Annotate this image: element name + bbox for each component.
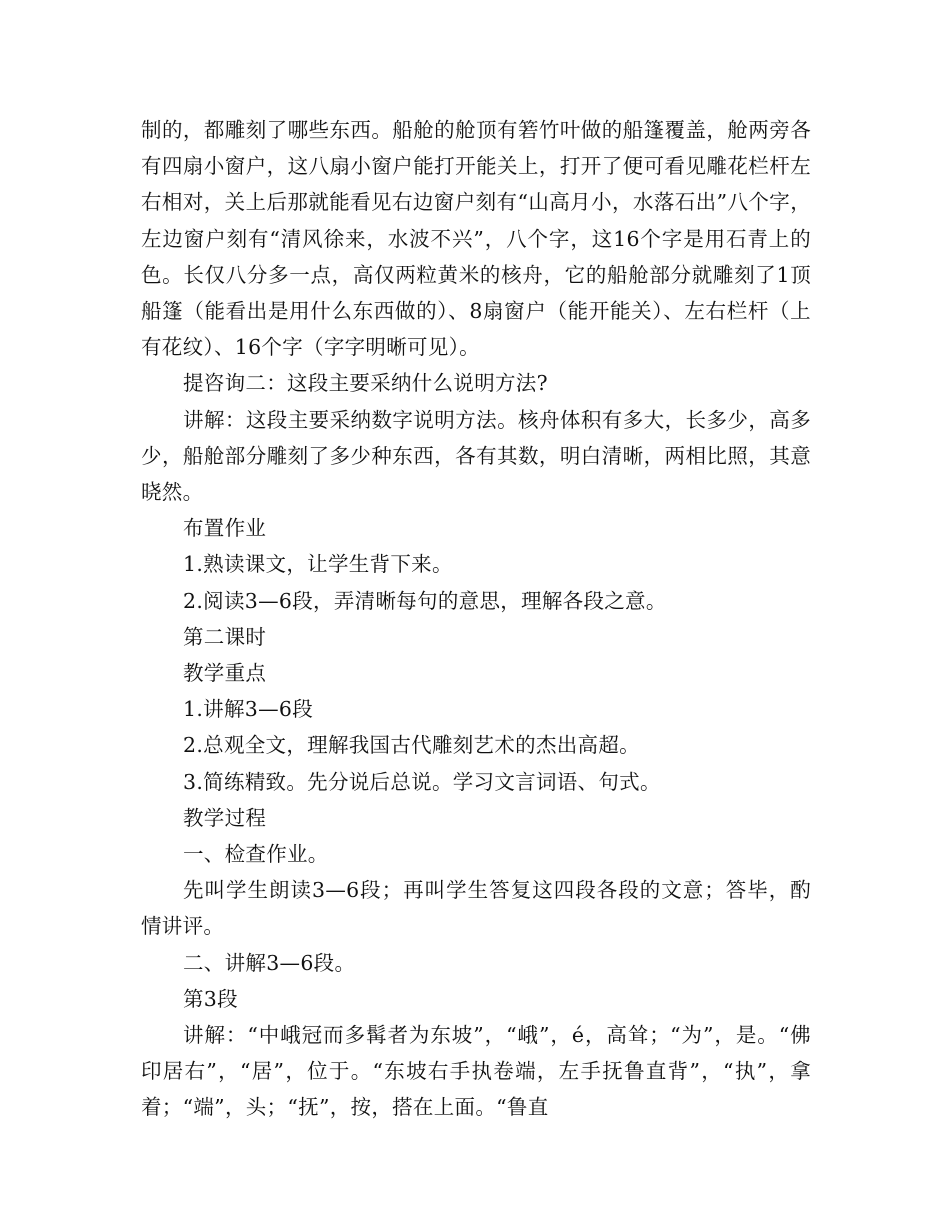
paragraph-14: 先叫学生朗读3—6段；再叫学生答复这四段各段的文意；答毕，酌情讲评。	[141, 878, 811, 939]
paragraph-8: 教学重点	[183, 661, 267, 686]
paragraph-3: 讲解：这段主要采纳数字说明方法。核舟体积有多大，长多少，高多少，船舱部分雕刻了多少种东西，各有其数，明白清晰，两相比照，其意晓然。	[141, 407, 811, 505]
paragraph-16: 第3段	[183, 986, 238, 1011]
paragraph-17: 讲解：“中峨冠而多髯者为东坡”，“峨”，é，高耸；“为”，是。“佛印居右”，“居”，位于。“东坡右手执卷端，左手抚鲁直背”，“执”，拿着；“端”，头；“抚”，按，搭在上面。“鲁直	[141, 1023, 811, 1120]
paragraph-13: 一、检查作业。	[183, 842, 329, 867]
paragraph-9: 1.讲解3—6段	[183, 697, 314, 722]
paragraph-1: 制的，都雕刻了哪些东西。船舱的舱顶有箬竹叶做的船篷覆盖，舱两旁各有四扇小窗户，这八扇小窗户能打开能关上，打开了便可看见雕花栏杆左右相对，关上后那就能看见右边窗户刻有“山高月小，水落石出”八个字，左边窗户刻有“清风徐来，水波不兴”，八个字，这16个字是用石青上的色。长仅八分多一点，高仅两粒黄米的核舟，它的船舱部分就雕刻了1顶船篷（能看出是用什么东西做的）、8扇窗户（能开能关）、左右栏杆（上有花纹）、16个字（字字明晰可见）。	[141, 118, 811, 360]
paragraph-10: 2.总观全文，理解我国古代雕刻艺术的杰出高超。	[183, 733, 640, 758]
paragraph-7: 第二课时	[183, 624, 267, 649]
document-body	[141, 112, 811, 1126]
paragraph-12: 教学过程	[183, 805, 267, 830]
paragraph-15: 二、讲解3—6段。	[183, 950, 356, 975]
paragraph-11: 3.简练精致。先分说后总说。学习文言词语、句式。	[183, 769, 661, 794]
paragraph-4: 布置作业	[183, 516, 267, 541]
paragraph-6: 2.阅读3—6段，弄清晰每句的意思，理解各段之意。	[183, 588, 667, 613]
paragraph-5: 1.熟读课文，让学生背下来。	[183, 552, 453, 577]
paragraph-2: 提咨询二：这段主要采纳什么说明方法?	[183, 371, 548, 396]
